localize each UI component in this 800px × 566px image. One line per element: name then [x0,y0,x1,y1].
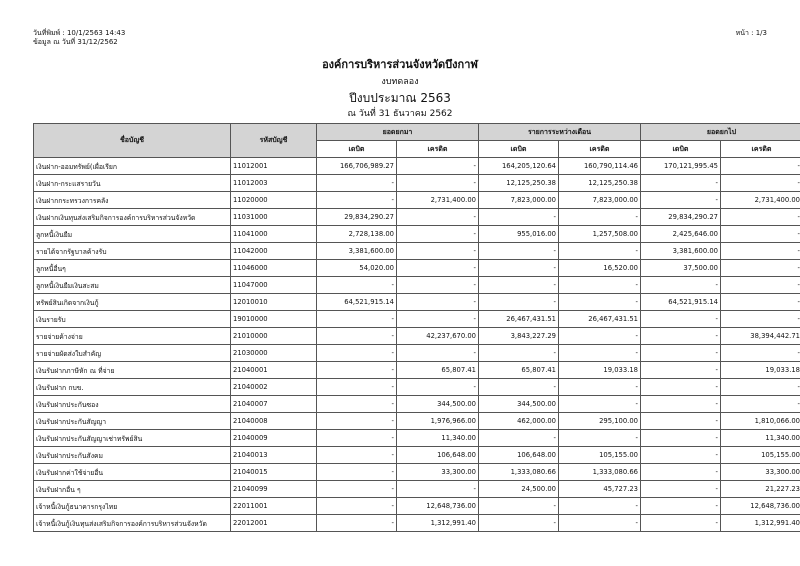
opening-credit-cell: - [397,260,479,277]
closing-debit-cell: - [641,277,721,294]
account-name-cell: เงินฝากกระทรวงการคลัง [34,192,231,209]
table-row [34,277,800,294]
opening-debit-cell: - [317,362,397,379]
movement-credit-cell: - [559,209,641,226]
opening-credit-cell: - [397,209,479,226]
movement-debit-cell: 7,823,000.00 [479,192,559,209]
account-name-cell: เงินรายรับ [34,311,231,328]
movement-credit-cell: 19,033.18 [559,362,641,379]
account-code-cell: 21040008 [231,413,317,430]
opening-debit-cell: 3,381,600.00 [317,243,397,260]
movement-credit-cell: - [559,515,641,532]
closing-debit-cell: - [641,362,721,379]
movement-debit-cell: 164,205,120.64 [479,158,559,175]
closing-credit-cell: - [721,158,800,175]
account-code-cell: 11046000 [231,260,317,277]
col-header-debit: เดบิต [479,141,559,158]
opening-debit-cell: 2,728,138.00 [317,226,397,243]
opening-debit-cell: 166,706,989.27 [317,158,397,175]
col-header-movement: รายการระหว่างเดือน [479,124,641,141]
table-row [34,481,800,498]
opening-credit-cell: - [397,158,479,175]
opening-credit-cell: - [397,243,479,260]
closing-debit-cell: - [641,413,721,430]
opening-debit-cell: - [317,515,397,532]
movement-credit-cell: 160,790,114.46 [559,158,641,175]
table-row [34,498,800,515]
movement-debit-cell: 462,000.00 [479,413,559,430]
col-header-account-code: รหัสบัญชี [231,124,317,158]
movement-credit-cell: - [559,243,641,260]
opening-debit-cell: 29,834,290.27 [317,209,397,226]
account-code-cell: 11012001 [231,158,317,175]
fiscal-year: ปีงบประมาณ 2563 [349,91,451,105]
closing-debit-cell: 29,834,290.27 [641,209,721,226]
movement-debit-cell: - [479,379,559,396]
closing-credit-cell: - [721,243,800,260]
opening-debit-cell: - [317,175,397,192]
movement-credit-cell: - [559,498,641,515]
table-row [34,328,800,345]
opening-debit-cell: - [317,464,397,481]
account-code-cell: 11042000 [231,243,317,260]
movement-debit-cell: - [479,260,559,277]
closing-debit-cell: 2,425,646.00 [641,226,721,243]
account-code-cell: 21010000 [231,328,317,345]
account-code-cell: 21030000 [231,345,317,362]
opening-debit-cell: - [317,328,397,345]
movement-debit-cell: 24,500.00 [479,481,559,498]
account-name-cell: เงินรับฝากอื่น ๆ [34,481,231,498]
movement-credit-cell: 26,467,431.51 [559,311,641,328]
account-code-cell: 11020000 [231,192,317,209]
account-code-cell: 11047000 [231,277,317,294]
opening-debit-cell: - [317,498,397,515]
account-name-cell: ลูกหนี้อื่นๆ [34,260,231,277]
report-as-of-date: ณ วันที่ 31 ธันวาคม 2562 [347,109,453,119]
closing-debit-cell: 3,381,600.00 [641,243,721,260]
account-code-cell: 21040099 [231,481,317,498]
movement-debit-cell: 1,333,080.66 [479,464,559,481]
closing-debit-cell: - [641,396,721,413]
account-name-cell: เงินฝาก-ออมทรัพย์(เผื่อเรียก [34,158,231,175]
movement-credit-cell: 12,125,250.38 [559,175,641,192]
closing-credit-cell: 19,033.18 [721,362,800,379]
closing-credit-cell: - [721,175,800,192]
account-code-cell: 22012001 [231,515,317,532]
col-header-debit: เดบิต [641,141,721,158]
closing-credit-cell: 1,810,066.00 [721,413,800,430]
table-row [34,379,800,396]
movement-credit-cell: 7,823,000.00 [559,192,641,209]
header-row-1 [34,124,800,141]
table-row [34,294,800,311]
account-name-cell: เงินรับฝากภาษีหัก ณ ที่จ่าย [34,362,231,379]
movement-debit-cell: - [479,498,559,515]
account-name-cell: ลูกหนี้เงินยืม [34,226,231,243]
account-name-cell: เงินฝากเงินทุนส่งเสริมกิจการองค์การบริหารส่วนจังหวัด [34,209,231,226]
closing-credit-cell: - [721,209,800,226]
report-title-block [0,57,800,121]
opening-credit-cell: - [397,294,479,311]
closing-credit-cell: 33,300.00 [721,464,800,481]
account-code-cell: 21040015 [231,464,317,481]
opening-credit-cell: - [397,226,479,243]
table-row [34,158,800,175]
table-row [34,192,800,209]
account-name-cell: เงินรับฝากประกันซอง [34,396,231,413]
account-name-cell: เงินฝาก-กระแสรายวัน [34,175,231,192]
closing-debit-cell: - [641,464,721,481]
col-header-credit: เครดิต [397,141,479,158]
closing-credit-cell: 105,155.00 [721,447,800,464]
table-row [34,430,800,447]
opening-credit-cell: 33,300.00 [397,464,479,481]
account-name-cell: เจ้าหนี้เงินกู้ธนาคารกรุงไทย [34,498,231,515]
closing-debit-cell: - [641,328,721,345]
account-name-cell: เจ้าหนี้เงินกู้เงินทุนส่งเสริมกิจการองค์การบริหารส่วนจังหวัด [34,515,231,532]
opening-debit-cell: - [317,481,397,498]
closing-debit-cell: 37,500.00 [641,260,721,277]
table-row [34,260,800,277]
account-name-cell: เงินรับฝากค่าใช้จ่ายอื่น [34,464,231,481]
col-header-credit: เครดิต [721,141,800,158]
movement-debit-cell: - [479,243,559,260]
closing-credit-cell: - [721,260,800,277]
closing-credit-cell: 12,648,736.00 [721,498,800,515]
movement-debit-cell: 26,467,431.51 [479,311,559,328]
report-subtitle: งบทดลอง [381,77,419,87]
opening-debit-cell: 54,020.00 [317,260,397,277]
opening-credit-cell: 1,312,991.40 [397,515,479,532]
opening-credit-cell: - [397,345,479,362]
closing-debit-cell: - [641,345,721,362]
table-row [34,413,800,430]
closing-debit-cell: - [641,175,721,192]
movement-debit-cell: - [479,277,559,294]
movement-debit-cell: 3,843,227.29 [479,328,559,345]
closing-credit-cell: - [721,226,800,243]
account-code-cell: 21040007 [231,396,317,413]
col-header-account-name: ชื่อบัญชี [34,124,231,158]
col-header-opening: ยอดยกมา [317,124,479,141]
opening-debit-cell: - [317,430,397,447]
trial-balance-table [33,123,800,532]
col-header-credit: เครดิต [559,141,641,158]
opening-credit-cell: 42,237,670.00 [397,328,479,345]
closing-debit-cell: 170,121,995.45 [641,158,721,175]
account-code-cell: 11031000 [231,209,317,226]
account-code-cell: 11012003 [231,175,317,192]
account-code-cell: 11041000 [231,226,317,243]
opening-debit-cell: - [317,447,397,464]
movement-credit-cell: 1,257,508.00 [559,226,641,243]
movement-debit-cell: - [479,515,559,532]
data-as-of-date: ข้อมูล ณ วันที่ 31/12/2562 [33,38,118,46]
account-code-cell: 21040002 [231,379,317,396]
closing-debit-cell: 64,521,915.14 [641,294,721,311]
account-code-cell: 21040009 [231,430,317,447]
opening-credit-cell: 12,648,736.00 [397,498,479,515]
account-name-cell: รายจ่ายค้างจ่าย [34,328,231,345]
movement-credit-cell: 16,520.00 [559,260,641,277]
closing-credit-cell: 21,227.23 [721,481,800,498]
opening-debit-cell: - [317,413,397,430]
movement-debit-cell: - [479,209,559,226]
movement-debit-cell: - [479,430,559,447]
opening-debit-cell: - [317,192,397,209]
table-row [34,226,800,243]
closing-credit-cell: - [721,379,800,396]
account-name-cell: เงินรับฝาก กบข. [34,379,231,396]
account-code-cell: 19010000 [231,311,317,328]
closing-credit-cell: 1,312,991.40 [721,515,800,532]
movement-debit-cell: - [479,345,559,362]
movement-credit-cell: 45,727.23 [559,481,641,498]
opening-credit-cell: 2,731,400.00 [397,192,479,209]
opening-credit-cell: - [397,481,479,498]
closing-credit-cell: - [721,277,800,294]
movement-credit-cell: - [559,345,641,362]
col-header-closing: ยอดยกไป [641,124,800,141]
closing-credit-cell: - [721,396,800,413]
closing-debit-cell: - [641,430,721,447]
account-code-cell: 12010010 [231,294,317,311]
opening-credit-cell: - [397,379,479,396]
opening-credit-cell: 106,648.00 [397,447,479,464]
opening-debit-cell: - [317,379,397,396]
closing-debit-cell: - [641,481,721,498]
account-name-cell: รายจ่ายผัดส่งใบสำคัญ [34,345,231,362]
account-name-cell: รายได้จากรัฐบาลค้างรับ [34,243,231,260]
opening-debit-cell: - [317,311,397,328]
movement-debit-cell: 12,125,250.38 [479,175,559,192]
table-row [34,311,800,328]
opening-credit-cell: - [397,175,479,192]
closing-debit-cell: - [641,311,721,328]
opening-debit-cell: - [317,277,397,294]
table-row [34,362,800,379]
opening-credit-cell: 65,807.41 [397,362,479,379]
table-row [34,396,800,413]
account-code-cell: 21040013 [231,447,317,464]
opening-credit-cell: 11,340.00 [397,430,479,447]
table-row [34,209,800,226]
closing-debit-cell: - [641,515,721,532]
movement-debit-cell: 106,648.00 [479,447,559,464]
movement-debit-cell: 344,500.00 [479,396,559,413]
table-row [34,447,800,464]
account-code-cell: 22011001 [231,498,317,515]
movement-credit-cell: 295,100.00 [559,413,641,430]
opening-debit-cell: - [317,396,397,413]
account-code-cell: 21040001 [231,362,317,379]
movement-credit-cell: - [559,379,641,396]
movement-credit-cell: 105,155.00 [559,447,641,464]
printed-date: วันที่พิมพ์ : 10/1/2563 14:43 [33,29,126,37]
movement-credit-cell: - [559,277,641,294]
closing-credit-cell: - [721,311,800,328]
movement-credit-cell: - [559,328,641,345]
opening-debit-cell: - [317,345,397,362]
account-name-cell: เงินรับฝากประกันสัญญา [34,413,231,430]
movement-credit-cell: - [559,430,641,447]
movement-credit-cell: - [559,294,641,311]
table-row [34,243,800,260]
account-name-cell: เงินรับฝากประกันสัญญาเช่าทรัพย์สิน [34,430,231,447]
closing-credit-cell: 11,340.00 [721,430,800,447]
closing-debit-cell: - [641,192,721,209]
closing-credit-cell: - [721,345,800,362]
table-row [34,515,800,532]
account-name-cell: ทรัพย์สินเกิดจากเงินกู้ [34,294,231,311]
table-row [34,464,800,481]
account-name-cell: เงินรับฝากประกันสังคม [34,447,231,464]
movement-credit-cell: 1,333,080.66 [559,464,641,481]
page-number: หน้า : 1/3 [735,29,767,37]
movement-credit-cell: - [559,396,641,413]
movement-debit-cell: 65,807.41 [479,362,559,379]
closing-credit-cell: 2,731,400.00 [721,192,800,209]
table-body [34,158,800,532]
account-name-cell: ลูกหนี้เงินยืมเงินสะสม [34,277,231,294]
movement-debit-cell: - [479,294,559,311]
opening-credit-cell: - [397,277,479,294]
opening-credit-cell: 1,976,966.00 [397,413,479,430]
closing-debit-cell: - [641,379,721,396]
print-info [33,29,125,47]
opening-credit-cell: 344,500.00 [397,396,479,413]
closing-debit-cell: - [641,447,721,464]
closing-debit-cell: - [641,498,721,515]
table-row [34,345,800,362]
closing-credit-cell: - [721,294,800,311]
opening-debit-cell: 64,521,915.14 [317,294,397,311]
closing-credit-cell: 38,394,442.71 [721,328,800,345]
movement-debit-cell: 955,016.00 [479,226,559,243]
col-header-debit: เดบิต [317,141,397,158]
opening-credit-cell: - [397,311,479,328]
table-row [34,175,800,192]
organization-name: องค์การบริหารส่วนจังหวัดบึงกาฬ [322,58,478,71]
